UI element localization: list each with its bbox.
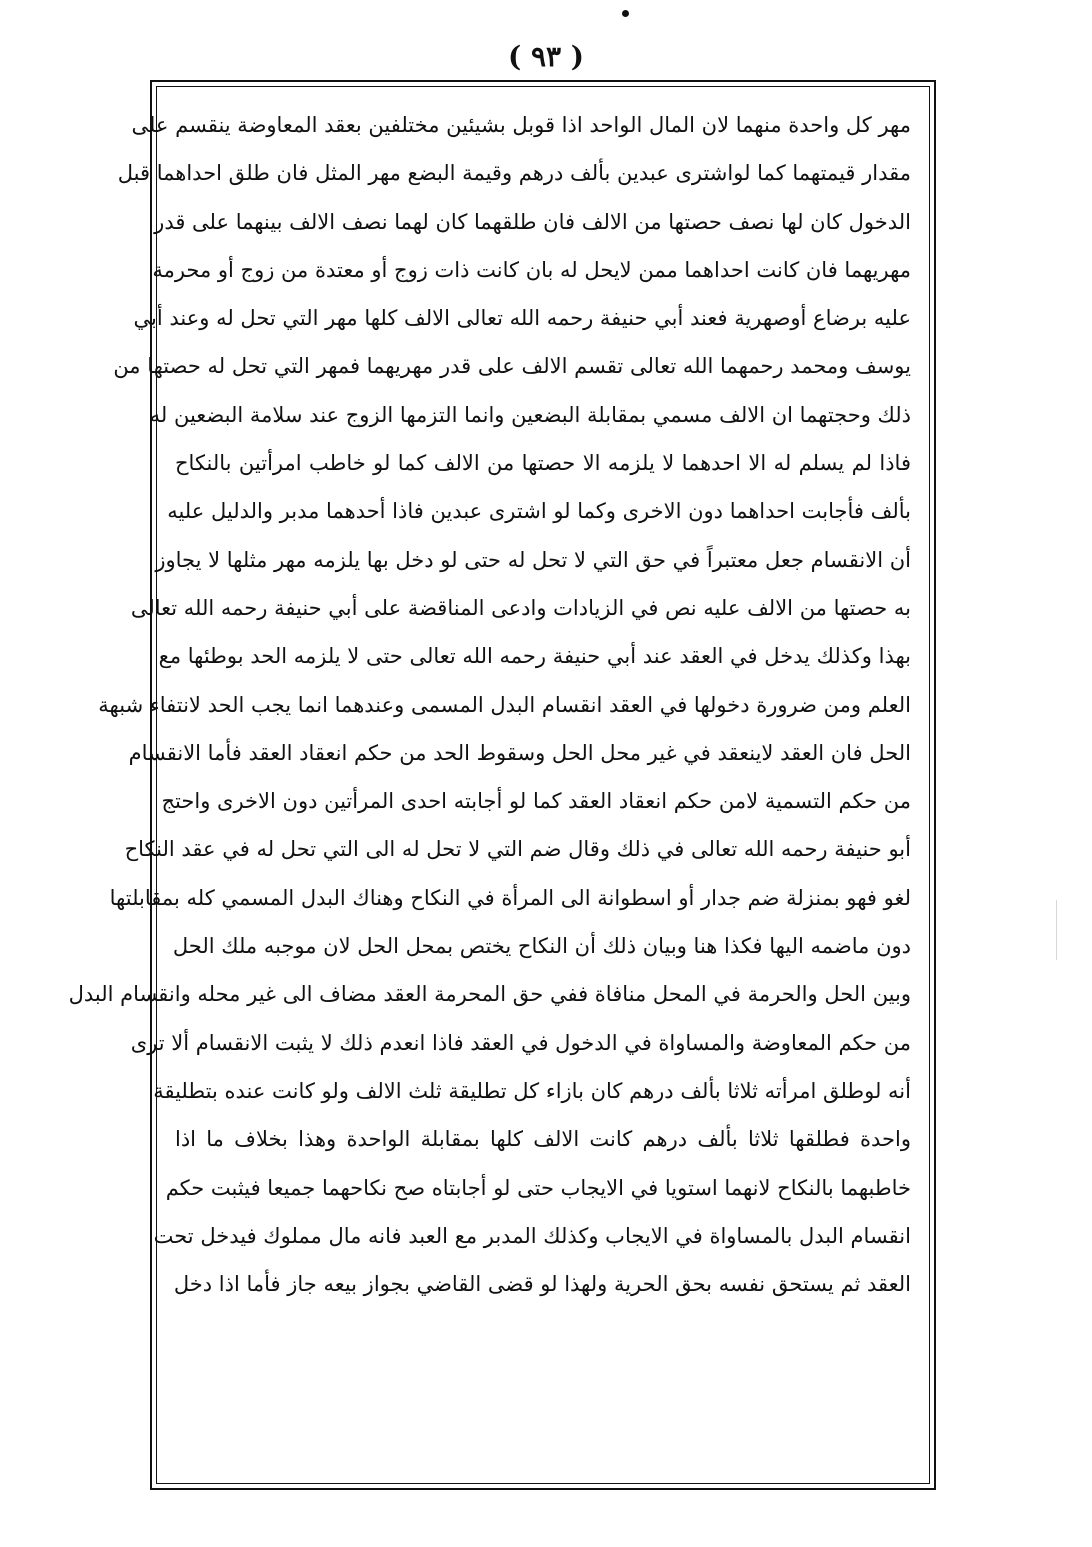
text-line: من حكم التسمية لامن حكم انعقاد العقد كما لو أجابته احدى المرأتين دون الاخرى واحتج (161, 789, 911, 814)
page-number: ( ٩٣ ) (507, 40, 585, 73)
text-line: الحل فان العقد لاينعقد في غير محل الحل وسقوط الحد من حكم انعقاد العقد فأما الانقسام (128, 740, 911, 765)
text-line: العلم ومن ضرورة دخولها في العقد انقسام البدل المسمى وعندهما انما يجب الحد لانتفاء شبهة (98, 692, 911, 717)
text-line: خاطبهما بالنكاح لانهما استويا في الايجاب حتى لو أجابتاه صح نكاحهما جميعا فيثبت حكم (165, 1175, 911, 1200)
text-line: الدخول كان لها نصف حصتها من الالف فان طلقهما كان لهما نصف الالف بينهما على قدر (154, 209, 911, 234)
text-line: أن الانقسام جعل معتبراً في حق التي لا تحل له حتى لو دخل بها يلزمه مهر مثلها لا يجاوز (155, 547, 911, 572)
text-line: ذلك وحجتهما ان الالف مسمي بمقابلة البضعين وانما التزمها الزوج عند سلامة البضعين له (149, 402, 911, 427)
text-line: بهذا وكذلك يدخل في العقد عند أبي حنيفة رحمه الله تعالى حتى لا يلزمه الحد بوطئها مع (158, 644, 911, 669)
text-line: العقد ثم يستحق نفسه بحق الحرية ولهذا لو قضى القاضي بجواز بيعه جاز فأما اذا دخل (173, 1272, 911, 1297)
text-line: به حصتها من الالف عليه نص في الزيادات وادعى المناقضة على أبي حنيفة رحمه الله تعالى (130, 595, 911, 620)
scan-margin-mark (1056, 900, 1057, 960)
text-line: بألف فأجابت احداهما دون الاخرى وكما لو اشترى عبدين فاذا أحدهما مدبر والدليل عليه (167, 499, 911, 524)
text-line: لغو فهو بمنزلة ضم جدار أو اسطوانة الى المرأة في النكاح وهناك البدل المسمي كله بمقابلتها (109, 885, 911, 910)
top-dot-mark (622, 10, 629, 17)
text-line: مهريهما فان كانت احداهما ممن لايحل له بان كانت ذات زوج أو معتدة من زوج أو محرمة (152, 257, 911, 282)
page-frame-inner (68, 86, 930, 1484)
text-line: يوسف ومحمد رحمهما الله تعالى تقسم الالف على قدر مهريهما فمهر التي تحل له حصتها من (113, 354, 911, 379)
text-line: فاذا لم يسلم له الا احدهما لا يلزمه الا حصتها من الالف كما لو خاطب امرأتين بالنكاح (175, 451, 911, 476)
text-line: دون ماضمه اليها فكذا هنا وبيان ذلك أن النكاح يختص بمحل الحل لان موجبه ملك الحل (172, 934, 911, 959)
text-body (68, 101, 911, 1308)
text-line: وبين الحل والحرمة في المحل منافاة ففي حق المحرمة العقد مضاف الى غير محله وانقسام البدل (68, 982, 911, 1007)
text-line: واحدة فطلقها ثلاثا بألف درهم كانت الالف كلها بمقابلة الواحدة وهذا بخلاف ما اذا (175, 1127, 911, 1152)
text-line: مهر كل واحدة منهما لان المال الواحد اذا قوبل بشيئين مختلفين بعقد المعاوضة ينقسم على (131, 113, 911, 137)
text-line: أبو حنيفة رحمه الله تعالى في ذلك وقال ضم التي لا تحل له الى التي تحل له في عقد النكاح (124, 837, 911, 862)
text-line: عليه برضاع أوصهرية فعند أبي حنيفة رحمه الله تعالى الالف كلها مهر التي تحل له وعند أبي (133, 306, 911, 331)
text-line: أنه لوطلق امرأته ثلاثا بألف درهم كان بازاء كل تطليقة ثلث الالف ولو كانت عنده بتطليقة (153, 1078, 911, 1103)
text-line: مقدار قيمتهما كما لواشترى عبدين بألف درهم وقيمة البضع مهر المثل فان طلق احداهما قبل (117, 161, 911, 186)
text-line: انقسام البدل بالمساواة في الايجاب وكذلك المدبر مع العبد فانه مال مملوك فيدخل تحت (153, 1223, 911, 1248)
text-line: من حكم المعاوضة والمساواة في الدخول في العقد فاذا انعدم ذلك لا يثبت الانقسام ألا ترى (130, 1030, 911, 1055)
